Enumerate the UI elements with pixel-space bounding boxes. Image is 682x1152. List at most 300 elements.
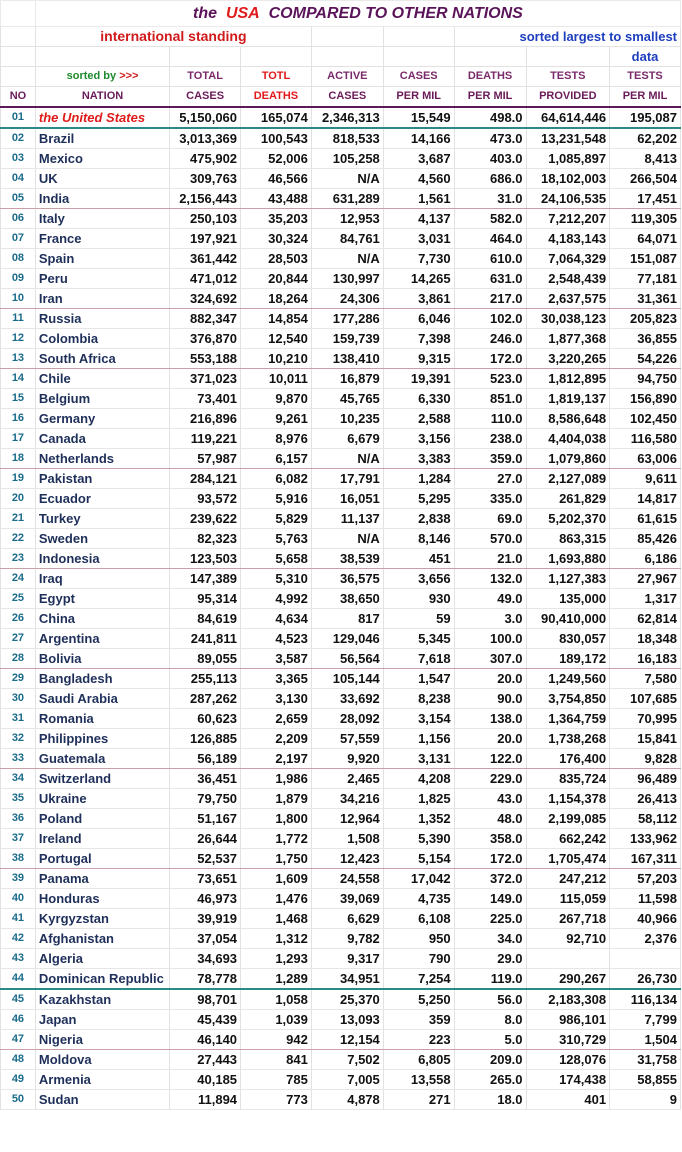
total-cases-cell: 197,921 (170, 229, 241, 249)
active-cases-cell: 817 (311, 609, 383, 629)
total-deaths-cell: 12,540 (241, 329, 312, 349)
title-post: COMPARED TO OTHER NATIONS (268, 5, 523, 22)
active-cases-cell: 84,761 (311, 229, 383, 249)
deaths-per-mil-cell: 90.0 (454, 689, 526, 709)
cases-per-mil-cell: 7,398 (383, 329, 454, 349)
table-row (1, 389, 681, 409)
row-number: 22 (1, 529, 36, 549)
table-row (1, 929, 681, 949)
total-cases-cell: 376,870 (170, 329, 241, 349)
cases-per-mil-cell: 13,558 (383, 1070, 454, 1090)
nation-cell: Sweden (35, 529, 169, 549)
active-cases-cell: 45,765 (311, 389, 383, 409)
total-deaths-cell: 8,976 (241, 429, 312, 449)
nation-cell: Ireland (35, 829, 169, 849)
cases-per-mil-cell: 3,656 (383, 569, 454, 589)
table-row (1, 909, 681, 929)
total-cases-cell: 34,693 (170, 949, 241, 969)
table-row (1, 209, 681, 229)
nation-cell: Argentina (35, 629, 169, 649)
tests-provided-cell: 1,877,368 (526, 329, 610, 349)
table-row (1, 1070, 681, 1090)
deaths-per-mil-cell: 21.0 (454, 549, 526, 569)
cases-per-mil-cell: 3,156 (383, 429, 454, 449)
total-deaths-cell: 785 (241, 1070, 312, 1090)
tests-provided-cell: 1,819,137 (526, 389, 610, 409)
cases-per-mil-cell: 3,861 (383, 289, 454, 309)
active-cases-cell: 39,069 (311, 889, 383, 909)
active-cases-cell: 16,879 (311, 369, 383, 389)
tests-per-mil-cell: 14,817 (610, 489, 681, 509)
row-number: 09 (1, 269, 36, 289)
total-cases-cell: 45,439 (170, 1010, 241, 1030)
tests-provided-cell: 64,614,446 (526, 107, 610, 128)
table-row (1, 609, 681, 629)
cases-per-mil-cell: 223 (383, 1030, 454, 1050)
total-deaths-cell: 1,312 (241, 929, 312, 949)
total-cases-cell: 79,750 (170, 789, 241, 809)
tests-per-mil-cell: 26,730 (610, 969, 681, 990)
deaths-per-mil-cell: 100.0 (454, 629, 526, 649)
cases-per-mil-cell: 1,352 (383, 809, 454, 829)
title-usa: USA (225, 5, 260, 22)
total-cases-cell: 284,121 (170, 469, 241, 489)
tests-provided-cell: 662,242 (526, 829, 610, 849)
cases-per-mil-cell: 5,345 (383, 629, 454, 649)
tests-per-mil-cell: 7,799 (610, 1010, 681, 1030)
deaths-per-mil-cell: 229.0 (454, 769, 526, 789)
deaths-per-mil-cell: 18.0 (454, 1090, 526, 1110)
total-cases-cell: 84,619 (170, 609, 241, 629)
row-number: 14 (1, 369, 36, 389)
total-deaths-cell: 3,587 (241, 649, 312, 669)
nation-cell: Mexico (35, 149, 169, 169)
row-number: 11 (1, 309, 36, 329)
total-deaths-cell: 43,488 (241, 189, 312, 209)
table-row (1, 1030, 681, 1050)
deaths-per-mil-cell: 686.0 (454, 169, 526, 189)
table-row (1, 729, 681, 749)
total-deaths-cell: 1,986 (241, 769, 312, 789)
tests-per-mil-cell: 61,615 (610, 509, 681, 529)
tests-per-mil-cell: 94,750 (610, 369, 681, 389)
active-cases-cell: 12,964 (311, 809, 383, 829)
active-cases-cell: 11,137 (311, 509, 383, 529)
row-number: 32 (1, 729, 36, 749)
active-cases-cell: 57,559 (311, 729, 383, 749)
total-cases-cell: 46,973 (170, 889, 241, 909)
deaths-per-mil-cell: 56.0 (454, 989, 526, 1010)
active-cases-cell: 34,216 (311, 789, 383, 809)
deaths-per-mil-cell: 110.0 (454, 409, 526, 429)
nation-cell: Turkey (35, 509, 169, 529)
tests-provided-cell: 247,212 (526, 869, 610, 889)
total-cases-cell: 51,167 (170, 809, 241, 829)
tests-per-mil-cell: 119,305 (610, 209, 681, 229)
tests-provided-cell: 2,127,089 (526, 469, 610, 489)
deaths-per-mil-cell: 122.0 (454, 749, 526, 769)
total-deaths-cell: 18,264 (241, 289, 312, 309)
deaths-per-mil-cell: 372.0 (454, 869, 526, 889)
active-cases-cell: 10,235 (311, 409, 383, 429)
nation-cell: Chile (35, 369, 169, 389)
nation-cell: Dominican Republic (35, 969, 169, 990)
deaths-per-mil-cell: 238.0 (454, 429, 526, 449)
row-number: 08 (1, 249, 36, 269)
table-row (1, 789, 681, 809)
total-deaths-cell: 1,750 (241, 849, 312, 869)
header-tests-2: TESTS (610, 67, 681, 87)
tests-per-mil-cell: 57,203 (610, 869, 681, 889)
header-total-cases: CASES (170, 87, 241, 108)
tests-per-mil-cell: 31,758 (610, 1050, 681, 1070)
deaths-per-mil-cell: 138.0 (454, 709, 526, 729)
tests-per-mil-cell: 9 (610, 1090, 681, 1110)
active-cases-cell: 9,920 (311, 749, 383, 769)
table-row (1, 269, 681, 289)
nation-cell: Switzerland (35, 769, 169, 789)
deaths-per-mil-cell: 359.0 (454, 449, 526, 469)
tests-per-mil-cell: 116,134 (610, 989, 681, 1010)
nation-cell: Indonesia (35, 549, 169, 569)
deaths-per-mil-cell: 851.0 (454, 389, 526, 409)
total-deaths-cell: 2,209 (241, 729, 312, 749)
total-deaths-cell: 14,854 (241, 309, 312, 329)
data-label: data (610, 47, 681, 67)
deaths-per-mil-cell: 31.0 (454, 189, 526, 209)
sorted-by-label: sorted by >>> (35, 67, 169, 87)
cases-per-mil-cell: 2,838 (383, 509, 454, 529)
table-row (1, 189, 681, 209)
tests-provided-cell: 261,829 (526, 489, 610, 509)
active-cases-cell: 34,951 (311, 969, 383, 990)
deaths-per-mil-cell: 403.0 (454, 149, 526, 169)
cases-per-mil-cell: 59 (383, 609, 454, 629)
active-cases-cell: 1,508 (311, 829, 383, 849)
deaths-per-mil-cell: 610.0 (454, 249, 526, 269)
tests-provided-cell: 290,267 (526, 969, 610, 990)
active-cases-cell: N/A (311, 249, 383, 269)
nation-cell: Ukraine (35, 789, 169, 809)
total-deaths-cell: 46,566 (241, 169, 312, 189)
row-number: 20 (1, 489, 36, 509)
total-cases-cell: 98,701 (170, 989, 241, 1010)
table-row (1, 489, 681, 509)
tests-provided-cell: 1,364,759 (526, 709, 610, 729)
total-cases-cell: 3,013,369 (170, 128, 241, 149)
total-cases-cell: 40,185 (170, 1070, 241, 1090)
cases-per-mil-cell: 4,735 (383, 889, 454, 909)
total-deaths-cell: 1,058 (241, 989, 312, 1010)
total-deaths-cell: 3,365 (241, 669, 312, 689)
active-cases-cell: 2,465 (311, 769, 383, 789)
nation-cell: Panama (35, 869, 169, 889)
row-number: 34 (1, 769, 36, 789)
data-label-row (1, 47, 681, 67)
active-cases-cell: 17,791 (311, 469, 383, 489)
total-deaths-cell: 3,130 (241, 689, 312, 709)
total-cases-cell: 309,763 (170, 169, 241, 189)
table-row (1, 649, 681, 669)
tests-provided-cell: 1,738,268 (526, 729, 610, 749)
active-cases-cell: 25,370 (311, 989, 383, 1010)
active-cases-cell: 16,051 (311, 489, 383, 509)
tests-provided-cell: 30,038,123 (526, 309, 610, 329)
active-cases-cell: 56,564 (311, 649, 383, 669)
tests-per-mil-cell: 58,112 (610, 809, 681, 829)
active-cases-cell: 6,629 (311, 909, 383, 929)
row-number: 39 (1, 869, 36, 889)
active-cases-cell: 129,046 (311, 629, 383, 649)
cases-per-mil-cell: 4,560 (383, 169, 454, 189)
active-cases-cell: 130,997 (311, 269, 383, 289)
cases-per-mil-cell: 6,330 (383, 389, 454, 409)
tests-provided-cell: 4,404,038 (526, 429, 610, 449)
row-number: 04 (1, 169, 36, 189)
tests-provided-cell: 135,000 (526, 589, 610, 609)
table-row (1, 969, 681, 990)
tests-provided-cell: 92,710 (526, 929, 610, 949)
nation-cell: Peru (35, 269, 169, 289)
active-cases-cell: 6,679 (311, 429, 383, 449)
nation-cell: China (35, 609, 169, 629)
total-cases-cell: 5,150,060 (170, 107, 241, 128)
total-cases-cell: 250,103 (170, 209, 241, 229)
cases-per-mil-cell: 19,391 (383, 369, 454, 389)
tests-provided-cell: 8,586,648 (526, 409, 610, 429)
tests-per-mil-cell: 54,226 (610, 349, 681, 369)
table-row (1, 669, 681, 689)
nation-cell: France (35, 229, 169, 249)
row-number: 42 (1, 929, 36, 949)
tests-provided-cell: 1,705,474 (526, 849, 610, 869)
header-tests-per-mil: PER MIL (610, 87, 681, 108)
tests-per-mil-cell: 9,611 (610, 469, 681, 489)
nation-cell: Italy (35, 209, 169, 229)
tests-provided-cell: 986,101 (526, 1010, 610, 1030)
tests-provided-cell: 1,249,560 (526, 669, 610, 689)
nation-cell: Algeria (35, 949, 169, 969)
total-deaths-cell: 1,476 (241, 889, 312, 909)
cases-per-mil-cell: 14,166 (383, 128, 454, 149)
total-cases-cell: 89,055 (170, 649, 241, 669)
nation-cell: Philippines (35, 729, 169, 749)
cases-per-mil-cell: 6,108 (383, 909, 454, 929)
active-cases-cell: 138,410 (311, 349, 383, 369)
total-deaths-cell: 4,634 (241, 609, 312, 629)
total-deaths-cell: 4,992 (241, 589, 312, 609)
cases-per-mil-cell: 5,250 (383, 989, 454, 1010)
tests-per-mil-cell: 11,598 (610, 889, 681, 909)
total-cases-cell: 324,692 (170, 289, 241, 309)
row-number: 18 (1, 449, 36, 469)
tests-per-mil-cell: 195,087 (610, 107, 681, 128)
tests-per-mil-cell: 58,855 (610, 1070, 681, 1090)
title-row (1, 1, 681, 27)
tests-provided-cell: 2,548,439 (526, 269, 610, 289)
cases-per-mil-cell: 1,156 (383, 729, 454, 749)
row-number: 21 (1, 509, 36, 529)
deaths-per-mil-cell: 265.0 (454, 1070, 526, 1090)
cases-per-mil-cell: 7,254 (383, 969, 454, 990)
table-row (1, 869, 681, 889)
tests-per-mil-cell: 8,413 (610, 149, 681, 169)
total-cases-cell: 36,451 (170, 769, 241, 789)
total-cases-cell: 216,896 (170, 409, 241, 429)
deaths-per-mil-cell: 119.0 (454, 969, 526, 990)
deaths-per-mil-cell: 20.0 (454, 729, 526, 749)
header-row-top (1, 67, 681, 87)
cases-per-mil-cell: 6,805 (383, 1050, 454, 1070)
nation-cell: Nigeria (35, 1030, 169, 1050)
deaths-per-mil-cell: 172.0 (454, 349, 526, 369)
tests-per-mil-cell: 1,504 (610, 1030, 681, 1050)
active-cases-cell: 105,258 (311, 149, 383, 169)
header-total-deaths: DEATHS (241, 87, 312, 108)
nation-cell: Bangladesh (35, 669, 169, 689)
total-cases-cell: 27,443 (170, 1050, 241, 1070)
tests-provided-cell: 13,231,548 (526, 128, 610, 149)
active-cases-cell: 24,558 (311, 869, 383, 889)
active-cases-cell: 38,539 (311, 549, 383, 569)
row-number: 48 (1, 1050, 36, 1070)
table-row (1, 569, 681, 589)
table-row (1, 1010, 681, 1030)
deaths-per-mil-cell: 473.0 (454, 128, 526, 149)
active-cases-cell: N/A (311, 169, 383, 189)
total-deaths-cell: 20,844 (241, 269, 312, 289)
tests-per-mil-cell: 16,183 (610, 649, 681, 669)
tests-per-mil-cell (610, 949, 681, 969)
tests-per-mil-cell: 77,181 (610, 269, 681, 289)
table-row (1, 369, 681, 389)
table-row (1, 1090, 681, 1110)
nation-cell: Sudan (35, 1090, 169, 1110)
header-tests: TESTS (526, 67, 610, 87)
total-cases-cell: 82,323 (170, 529, 241, 549)
cases-per-mil-cell: 15,549 (383, 107, 454, 128)
active-cases-cell: 2,346,313 (311, 107, 383, 128)
table-row (1, 449, 681, 469)
cases-per-mil-cell: 7,730 (383, 249, 454, 269)
row-number: 43 (1, 949, 36, 969)
deaths-per-mil-cell: 132.0 (454, 569, 526, 589)
table-row (1, 769, 681, 789)
active-cases-cell: 105,144 (311, 669, 383, 689)
deaths-per-mil-cell: 20.0 (454, 669, 526, 689)
nation-cell: Honduras (35, 889, 169, 909)
tests-per-mil-cell: 151,087 (610, 249, 681, 269)
tests-provided-cell: 2,183,308 (526, 989, 610, 1010)
cases-per-mil-cell: 4,208 (383, 769, 454, 789)
row-number: 12 (1, 329, 36, 349)
table-row (1, 829, 681, 849)
cases-per-mil-cell: 5,390 (383, 829, 454, 849)
deaths-per-mil-cell: 464.0 (454, 229, 526, 249)
nation-cell: Ecuador (35, 489, 169, 509)
total-deaths-cell: 1,772 (241, 829, 312, 849)
total-deaths-cell: 5,658 (241, 549, 312, 569)
deaths-per-mil-cell: 217.0 (454, 289, 526, 309)
nation-cell: Moldova (35, 1050, 169, 1070)
header-tests-provided: PROVIDED (526, 87, 610, 108)
international-standing-label: international standing (35, 27, 311, 47)
row-number: 23 (1, 549, 36, 569)
deaths-per-mil-cell: 631.0 (454, 269, 526, 289)
total-deaths-cell: 1,293 (241, 949, 312, 969)
table-row (1, 549, 681, 569)
deaths-per-mil-cell: 582.0 (454, 209, 526, 229)
total-deaths-cell: 6,157 (241, 449, 312, 469)
deaths-per-mil-cell: 358.0 (454, 829, 526, 849)
deaths-per-mil-cell: 102.0 (454, 309, 526, 329)
total-deaths-cell: 2,659 (241, 709, 312, 729)
total-deaths-cell: 6,082 (241, 469, 312, 489)
total-deaths-cell: 10,011 (241, 369, 312, 389)
header-row-bottom (1, 87, 681, 108)
deaths-per-mil-cell: 307.0 (454, 649, 526, 669)
table-row (1, 149, 681, 169)
total-deaths-cell: 1,468 (241, 909, 312, 929)
table-row (1, 509, 681, 529)
total-deaths-cell: 2,197 (241, 749, 312, 769)
table-row (1, 709, 681, 729)
row-number: 30 (1, 689, 36, 709)
active-cases-cell: 9,317 (311, 949, 383, 969)
total-cases-cell: 95,314 (170, 589, 241, 609)
tests-provided-cell: 24,106,535 (526, 189, 610, 209)
nation-cell: UK (35, 169, 169, 189)
nation-cell: South Africa (35, 349, 169, 369)
tests-per-mil-cell: 18,348 (610, 629, 681, 649)
tests-per-mil-cell: 133,962 (610, 829, 681, 849)
cases-per-mil-cell: 271 (383, 1090, 454, 1110)
active-cases-cell: N/A (311, 529, 383, 549)
total-cases-cell: 126,885 (170, 729, 241, 749)
nation-cell: Iran (35, 289, 169, 309)
active-cases-cell: 33,692 (311, 689, 383, 709)
tests-per-mil-cell: 15,841 (610, 729, 681, 749)
nation-cell: Portugal (35, 849, 169, 869)
nation-cell: Kazakhstan (35, 989, 169, 1010)
row-number: 24 (1, 569, 36, 589)
tests-provided-cell: 4,183,143 (526, 229, 610, 249)
active-cases-cell: 818,533 (311, 128, 383, 149)
total-deaths-cell: 4,523 (241, 629, 312, 649)
total-cases-cell: 52,537 (170, 849, 241, 869)
table-row (1, 329, 681, 349)
tests-provided-cell: 2,637,575 (526, 289, 610, 309)
total-cases-cell: 37,054 (170, 929, 241, 949)
row-number: 38 (1, 849, 36, 869)
table-row (1, 409, 681, 429)
table-row (1, 1050, 681, 1070)
row-number: 02 (1, 128, 36, 149)
row-number: 47 (1, 1030, 36, 1050)
total-cases-cell: 361,442 (170, 249, 241, 269)
header-totl: TOTL (241, 67, 312, 87)
tests-provided-cell: 1,085,897 (526, 149, 610, 169)
row-number: 31 (1, 709, 36, 729)
table-row (1, 629, 681, 649)
deaths-per-mil-cell: 69.0 (454, 509, 526, 529)
header-active-cases: CASES (311, 87, 383, 108)
tests-per-mil-cell: 102,450 (610, 409, 681, 429)
total-deaths-cell: 30,324 (241, 229, 312, 249)
nation-cell: Poland (35, 809, 169, 829)
cases-per-mil-cell: 5,154 (383, 849, 454, 869)
title-pre: the (193, 5, 218, 22)
